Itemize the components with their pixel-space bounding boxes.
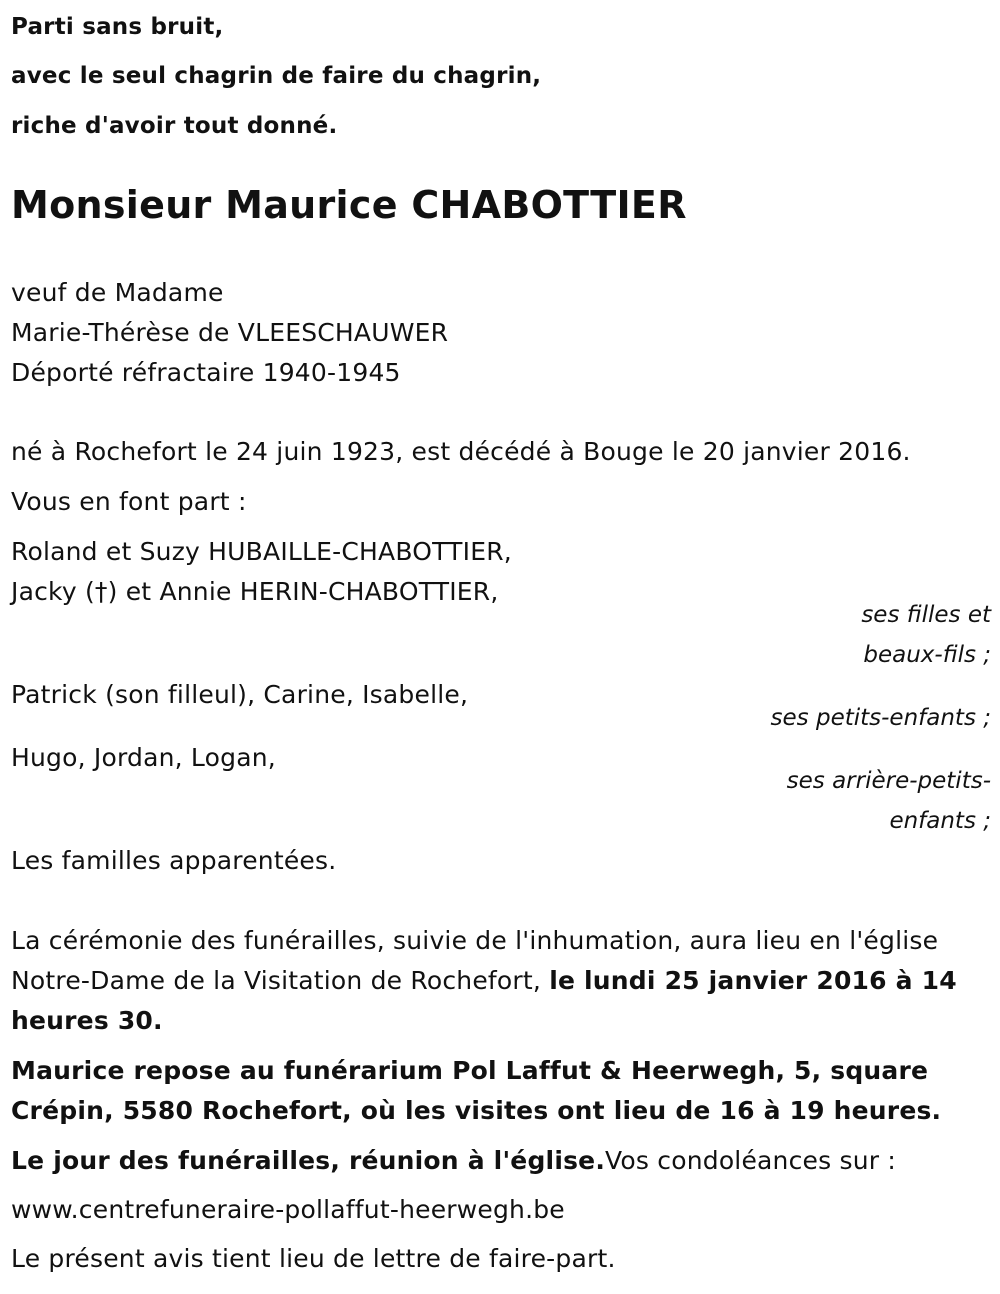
website-link[interactable]: www.centrefuneraire-pollaffut-heerwegh.be [11,1195,565,1224]
grandchildren-line: Patrick (son filleul), Carine, Isabelle, [11,680,469,709]
spouse-line-2: Marie-Thérèse de VLEESCHAUWER [11,318,449,347]
announcement-intro: Vous en font part : [11,487,247,516]
status-line: Déporté réfractaire 1940-1945 [11,358,401,387]
ceremony-time: heures 30. [11,1006,163,1035]
birth-death-line: né à Rochefort le 24 juin 1923, est décédé à Bouge le 20 janvier 2016. [11,437,911,466]
meeting-info: Le jour des funérailles, réunion à l'église. [11,1146,606,1175]
meeting-line [11,1146,896,1176]
daughters-relation-2: beaux-fils ; [863,642,991,668]
epigraph-line-2: avec le seul chagrin de faire du chagrin, [11,63,542,89]
spouse-line-1: veuf de Madame [11,278,224,307]
epigraph-line-3: riche d'avoir tout donné. [11,113,338,139]
great-grandchildren-line: Hugo, Jordan, Logan, [11,743,276,772]
deceased-name: Monsieur Maurice CHABOTTIER [11,183,687,227]
daughter-line-2: Jacky (†) et Annie HERIN-CHABOTTIER, [11,577,499,606]
condolences-label: Vos condoléances sur : [605,1146,897,1175]
ceremony-place: Notre-Dame de la Visitation de Rochefort, [11,966,550,995]
ceremony-date: le lundi 25 janvier 2016 à 14 [549,966,957,995]
closing-line: Le présent avis tient lieu de lettre de faire-part. [11,1244,616,1273]
funeral-home-line-1: Maurice repose au funérarium Pol Laffut & Heerwegh, 5, square [11,1056,929,1085]
funeral-home-line-2: Crépin, 5580 Rochefort, où les visites ont lieu de 16 à 19 heures. [11,1096,942,1125]
ceremony-line-1: La cérémonie des funérailles, suivie de l'inhumation, aura lieu en l'église [11,926,939,955]
great-grandchildren-relation-2: enfants ; [889,808,991,834]
grandchildren-relation: ses petits-enfants ; [770,705,991,731]
daughters-relation-1: ses filles et [861,602,991,628]
great-grandchildren-relation-1: ses arrière-petits- [786,768,991,794]
relatives-line: Les familles apparentées. [11,846,337,875]
daughter-line-1: Roland et Suzy HUBAILLE-CHABOTTIER, [11,537,512,566]
ceremony-line-2 [11,966,957,996]
epigraph-line-1: Parti sans bruit, [11,14,224,40]
